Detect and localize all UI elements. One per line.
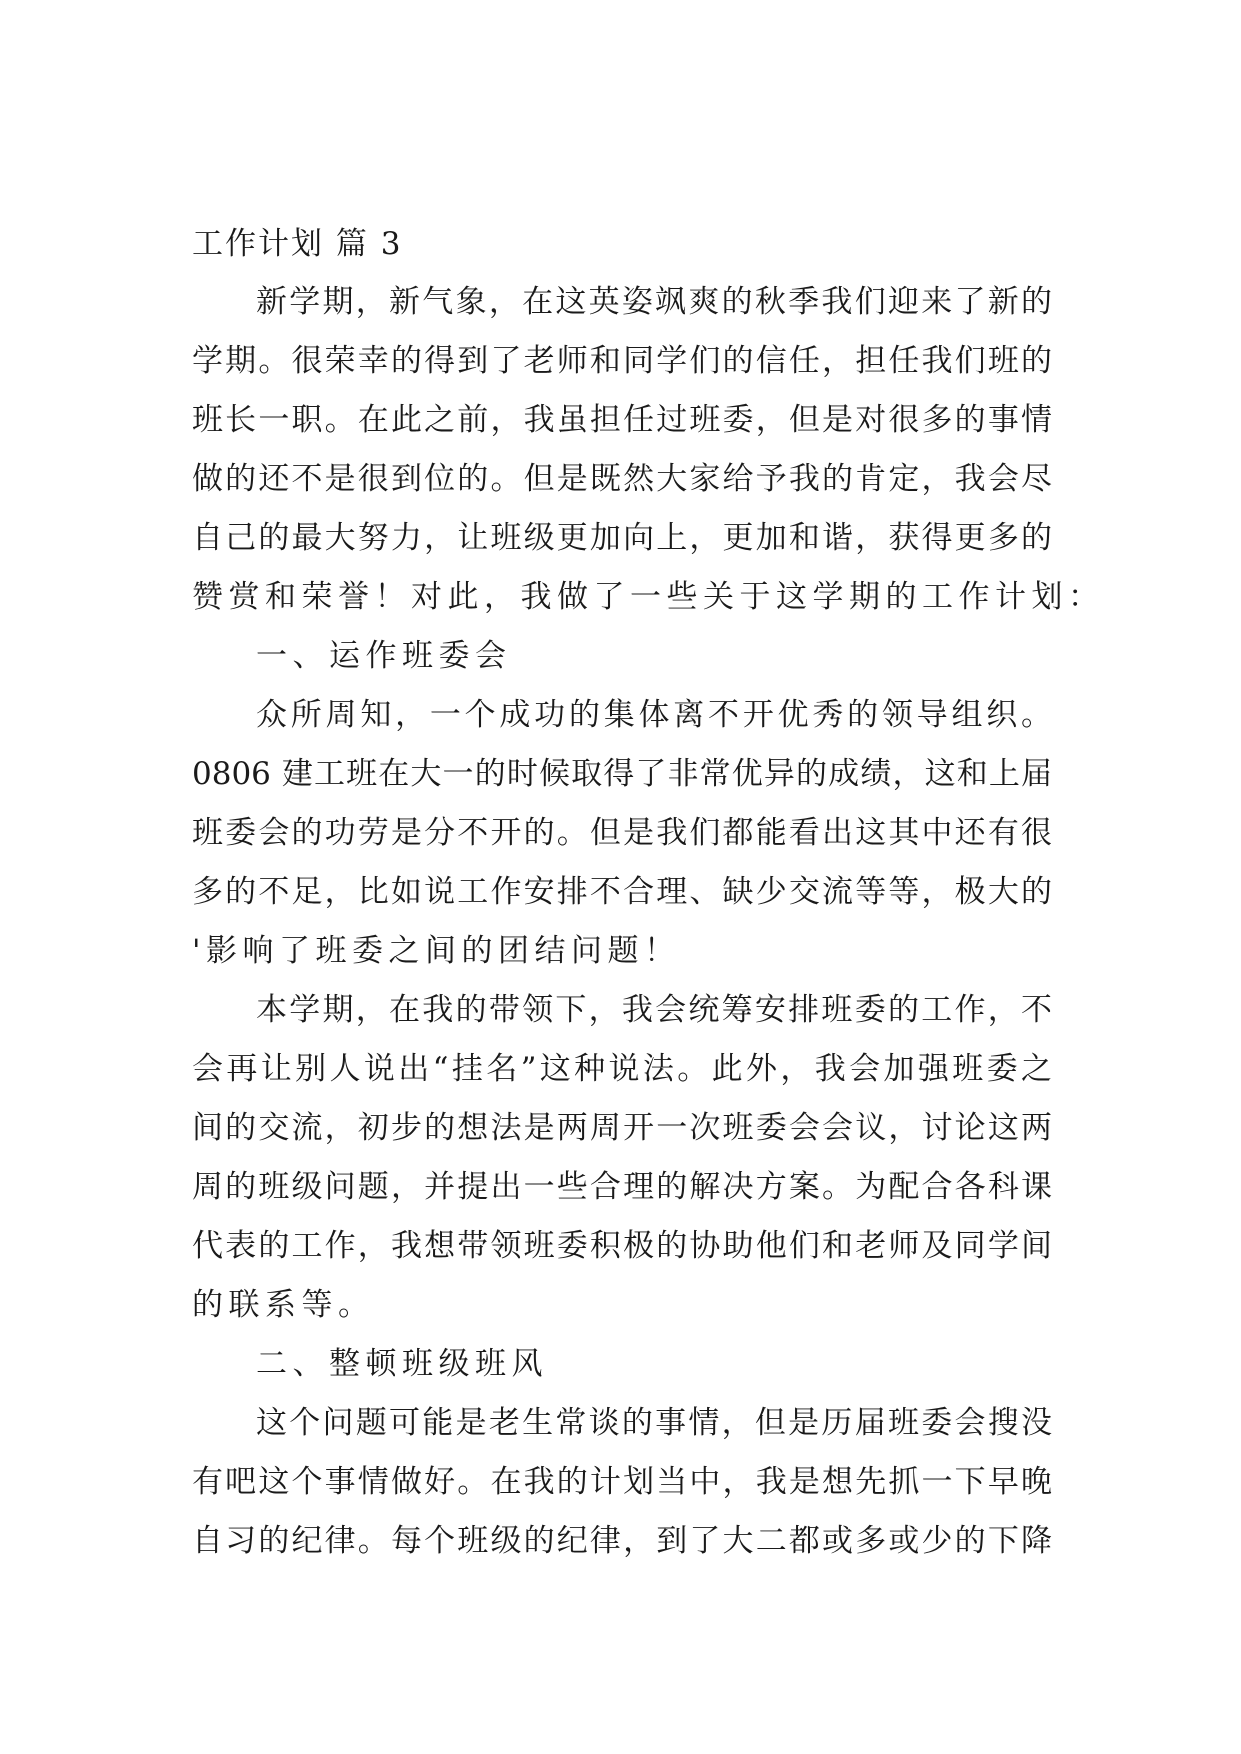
paragraph-line: 自己的最大努力，让班级更加向上，更加和谐，获得更多的: [192, 520, 1052, 556]
paragraph-line: '影响了班委之间的团结问题！: [192, 933, 681, 969]
paragraph-line: 代表的工作，我想带领班委积极的协助他们和老师及同学间: [192, 1228, 1052, 1264]
paragraph-line: 有吧这个事情做好。在我的计划当中，我是想先抓一下早晚: [192, 1464, 1052, 1500]
section-heading: 二、整顿班级班风: [256, 1346, 548, 1382]
paragraph-line: 周的班级问题，并提出一些合理的解决方案。为配合各科课: [192, 1169, 1052, 1205]
paragraph-line: 0806 建工班在大一的时候取得了非常优异的成绩，这和上届: [192, 756, 1052, 792]
paragraph-line: 本学期，在我的带领下，我会统筹安排班委的工作，不: [256, 992, 1052, 1028]
paragraph-line: 赞赏和荣誉！对此，我做了一些关于这学期的工作计划：: [192, 579, 1105, 615]
document-title: 工作计划 篇 3: [192, 226, 403, 262]
paragraph-line: 班长一职。在此之前，我虽担任过班委，但是对很多的事情: [192, 402, 1052, 438]
paragraph-line: 做的还不是很到位的。但是既然大家给予我的肯定，我会尽: [192, 461, 1052, 497]
paragraph-line: 多的不足，比如说工作安排不合理、缺少交流等等，极大的: [192, 874, 1052, 910]
paragraph-line: 会再让别人说出“挂名”这种说法。此外，我会加强班委之: [192, 1051, 1052, 1087]
paragraph-line: 这个问题可能是老生常谈的事情，但是历届班委会搜没: [256, 1405, 1052, 1441]
paragraph-line: 自习的纪律。每个班级的纪律，到了大二都或多或少的下降: [192, 1523, 1052, 1559]
paragraph-line: 学期。很荣幸的得到了老师和同学们的信任，担任我们班的: [192, 343, 1052, 379]
paragraph-line: 众所周知，一个成功的集体离不开优秀的领导组织。: [256, 697, 1052, 733]
paragraph-line: 间的交流，初步的想法是两周开一次班委会会议，讨论这两: [192, 1110, 1052, 1146]
paragraph-line: 的联系等。: [192, 1287, 375, 1323]
paragraph-line: 班委会的功劳是分不开的。但是我们都能看出这其中还有很: [192, 815, 1052, 851]
paragraph-line: 新学期，新气象，在这英姿飒爽的秋季我们迎来了新的: [256, 284, 1052, 320]
section-heading: 一、运作班委会: [256, 638, 512, 674]
